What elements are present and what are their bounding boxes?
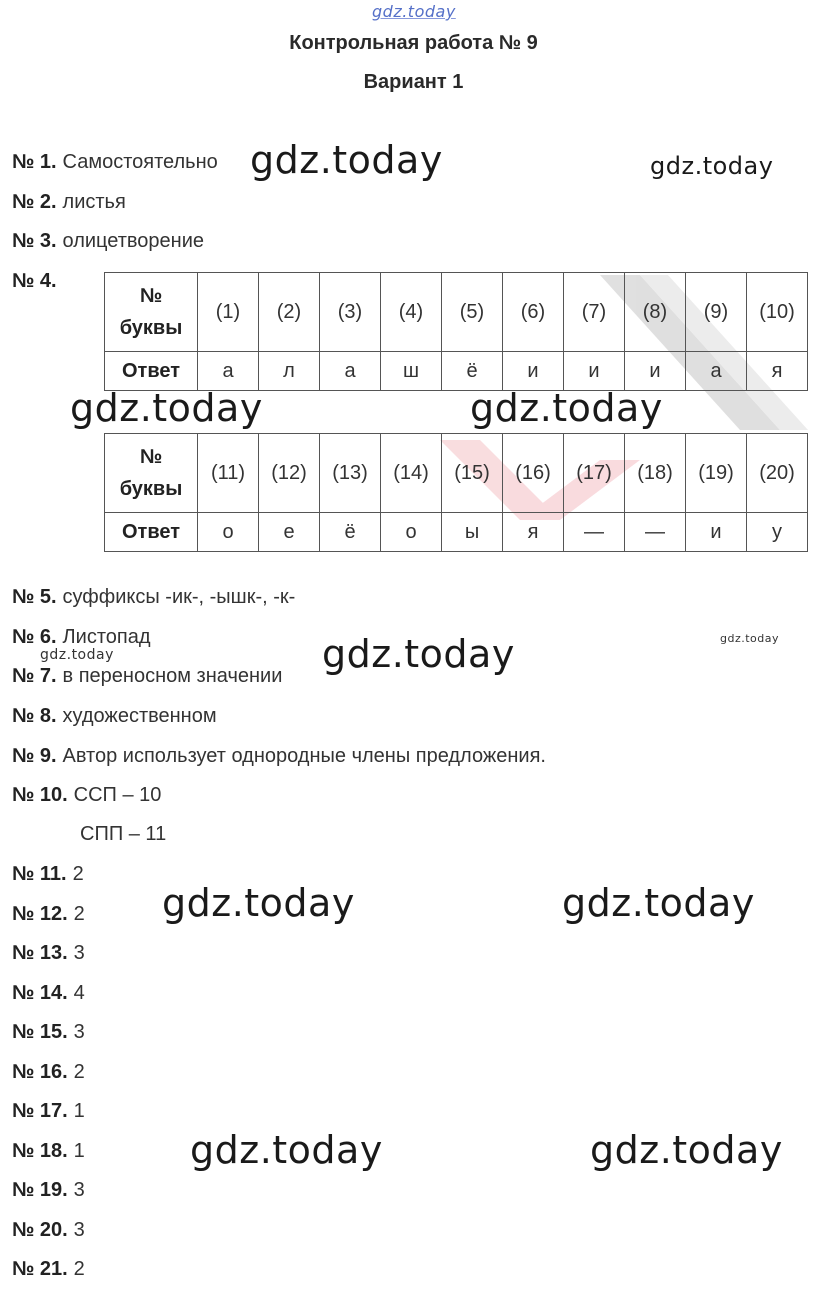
table-cell: ё xyxy=(320,513,381,552)
table-cell: (4) xyxy=(381,273,442,352)
letters-table-1 xyxy=(104,272,808,391)
answer-text: 3 xyxy=(73,942,85,964)
table-cell: а xyxy=(198,352,259,391)
table-row-numbers xyxy=(105,434,808,513)
table-header-answer: Ответ xyxy=(105,352,198,391)
answer-number: № 20. xyxy=(12,1219,68,1241)
answer-19 xyxy=(12,1179,85,1202)
table-cell: (11) xyxy=(198,434,259,513)
answer-1 xyxy=(12,151,218,174)
answer-10 xyxy=(12,784,161,807)
header-line: буквы xyxy=(119,478,183,500)
answer-16 xyxy=(12,1061,85,1084)
table-cell: о xyxy=(381,513,442,552)
table-cell: (1) xyxy=(198,273,259,352)
watermark: gdz.today xyxy=(162,881,355,925)
answer-text: 2 xyxy=(73,1061,85,1083)
watermark: gdz.today xyxy=(590,1128,783,1172)
answer-text: Самостоятельно xyxy=(62,151,218,173)
table-cell: (13) xyxy=(320,434,381,513)
table-cell: (12) xyxy=(259,434,320,513)
answer-number: № 10. xyxy=(12,784,68,806)
answer-text: 3 xyxy=(73,1021,85,1043)
answer-text: 2 xyxy=(73,903,85,925)
answer-15 xyxy=(12,1021,85,1044)
answer-number: № 16. xyxy=(12,1061,68,1083)
answer-9 xyxy=(12,745,546,768)
answer-number: № 8. xyxy=(12,705,57,727)
table-cell: — xyxy=(564,513,625,552)
table-cell: л xyxy=(259,352,320,391)
table-cell: а xyxy=(686,352,747,391)
table-row-answers xyxy=(105,352,808,391)
answer-text: 2 xyxy=(72,863,84,885)
answer-number: № 9. xyxy=(12,745,57,767)
table-cell: ш xyxy=(381,352,442,391)
answer-number: № 7. xyxy=(12,665,57,687)
answer-number: № 5. xyxy=(12,586,57,608)
watermark: gdz.today xyxy=(322,632,515,676)
table-cell: (19) xyxy=(686,434,747,513)
letters-table-2 xyxy=(104,433,808,552)
header-line: буквы xyxy=(119,317,183,339)
watermark: gdz.today xyxy=(250,138,443,182)
answer-text: 1 xyxy=(73,1140,85,1162)
header-line: № xyxy=(139,285,163,307)
table-row-numbers xyxy=(105,273,808,352)
answer-text: 2 xyxy=(73,1258,85,1280)
watermark: gdz.today xyxy=(562,881,755,925)
table-cell: и xyxy=(503,352,564,391)
answer-text: олицетворение xyxy=(62,230,205,252)
table-cell: (14) xyxy=(381,434,442,513)
table-header-answer: Ответ xyxy=(105,513,198,552)
table-cell: о xyxy=(198,513,259,552)
table-cell: (6) xyxy=(503,273,564,352)
table-cell: (20) xyxy=(747,434,808,513)
table-cell: у xyxy=(747,513,808,552)
table-cell: ы xyxy=(442,513,503,552)
watermark-top: gdz.today xyxy=(372,2,456,21)
answer-3 xyxy=(12,230,204,253)
answer-text: 4 xyxy=(73,982,85,1004)
table-cell: — xyxy=(625,513,686,552)
answer-8 xyxy=(12,705,217,728)
page-title: Контрольная работа № 9 xyxy=(289,32,538,54)
answer-number: № 14. xyxy=(12,982,68,1004)
table-row-answers xyxy=(105,513,808,552)
table-header-letter-number xyxy=(105,434,198,513)
watermark: gdz.today xyxy=(650,152,774,180)
answer-number: № 6. xyxy=(12,626,57,648)
table-cell: (7) xyxy=(564,273,625,352)
table-cell: (2) xyxy=(259,273,320,352)
header-line: № xyxy=(139,446,163,468)
answer-text: в переносном значении xyxy=(62,665,283,687)
answer-text: листья xyxy=(62,191,126,213)
watermark: gdz.today xyxy=(70,386,263,430)
table-cell: (17) xyxy=(564,434,625,513)
answer-number: № 13. xyxy=(12,942,68,964)
table-cell: и xyxy=(686,513,747,552)
answer-text: художественном xyxy=(62,705,217,727)
answer-12 xyxy=(12,903,85,926)
answer-text: Автор использует однородные члены предложения. xyxy=(62,745,546,767)
answer-21 xyxy=(12,1258,85,1281)
answer-text: 1 xyxy=(73,1100,85,1122)
answer-number: № 12. xyxy=(12,903,68,925)
table-cell: и xyxy=(564,352,625,391)
answer-text: 3 xyxy=(73,1219,85,1241)
answer-text: суффиксы -ик-, -ышк-, -к- xyxy=(62,586,296,608)
answer-number: № 18. xyxy=(12,1140,68,1162)
answer-17 xyxy=(12,1100,85,1123)
answer-number: № 15. xyxy=(12,1021,68,1043)
answer-number: № 1. xyxy=(12,151,57,173)
table-cell: (5) xyxy=(442,273,503,352)
table-cell: (9) xyxy=(686,273,747,352)
answer-number: № 11. xyxy=(12,863,67,885)
table-cell: (10) xyxy=(747,273,808,352)
watermark: gdz.today xyxy=(40,647,114,663)
answer-number: № 17. xyxy=(12,1100,68,1122)
answer-20 xyxy=(12,1219,85,1242)
table-cell: е xyxy=(259,513,320,552)
table-cell: (3) xyxy=(320,273,381,352)
answer-text: 3 xyxy=(73,1179,85,1201)
answer-10-line2: СПП – 11 xyxy=(80,823,167,845)
answer-number: № 21. xyxy=(12,1258,68,1280)
variant-subtitle: Вариант 1 xyxy=(363,71,464,93)
answer-4 xyxy=(12,270,57,293)
answer-18 xyxy=(12,1140,85,1163)
answer-text: Листопад xyxy=(62,626,151,648)
answer-2 xyxy=(12,191,126,214)
table-cell: ё xyxy=(442,352,503,391)
answer-number: № 19. xyxy=(12,1179,68,1201)
table-cell: и xyxy=(625,352,686,391)
table-cell: (8) xyxy=(625,273,686,352)
answer-14 xyxy=(12,982,85,1005)
answer-6 xyxy=(12,626,151,649)
answer-5 xyxy=(12,586,295,609)
table-cell: я xyxy=(747,352,808,391)
table-cell: (16) xyxy=(503,434,564,513)
table-cell: я xyxy=(503,513,564,552)
table-header-letter-number xyxy=(105,273,198,352)
answer-number: № 3. xyxy=(12,230,57,252)
answer-13 xyxy=(12,942,85,965)
answer-7 xyxy=(12,665,282,688)
answer-number: № 2. xyxy=(12,191,57,213)
watermark: gdz.today xyxy=(720,632,780,645)
answer-11 xyxy=(12,863,84,886)
answer-number: № 4. xyxy=(12,270,57,292)
answer-text: ССП – 10 xyxy=(73,784,162,806)
table-cell: а xyxy=(320,352,381,391)
table-cell: (18) xyxy=(625,434,686,513)
watermark: gdz.today xyxy=(190,1128,383,1172)
watermark: gdz.today xyxy=(470,386,663,430)
table-cell: (15) xyxy=(442,434,503,513)
